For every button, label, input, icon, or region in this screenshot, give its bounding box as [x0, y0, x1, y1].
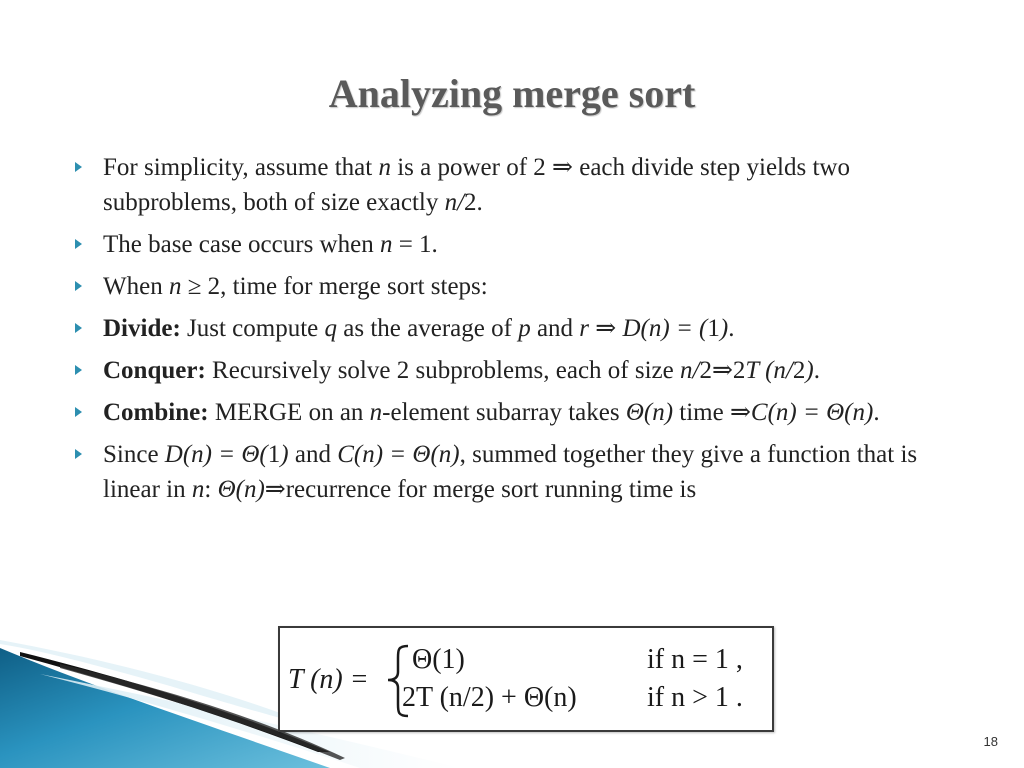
bullet-text [103, 441, 917, 503]
bullet-text-run: 2. [464, 189, 483, 216]
bullet-item [72, 311, 962, 346]
bullet-arrow-icon [75, 449, 82, 459]
bullet-item [72, 227, 962, 262]
recurrence-formula-box [278, 626, 774, 732]
bullet-text-run: Divide: [103, 315, 181, 342]
bullet-text-run: ⇒recurrence for merge sort running time is [264, 476, 697, 503]
bullet-text-run: n/ [679, 357, 700, 384]
bullet-text [103, 231, 438, 258]
bullet-text-run: ) [805, 357, 814, 384]
bullet-item [72, 269, 962, 304]
bullet-text-run: n/ [444, 189, 465, 216]
bullet-text-run: time ⇒ [673, 399, 751, 426]
bullet-item [72, 150, 962, 220]
bullet-text-run: C(n) = Θ(n) [337, 441, 460, 468]
bullet-text-run: r [579, 315, 590, 342]
bullet-text-run: Combine: [103, 399, 209, 426]
recurrence-formula [280, 628, 772, 730]
bullet-item [72, 437, 962, 507]
bullet-text-run: Since [103, 441, 165, 468]
slide-title: Analyzing merge sort [328, 71, 696, 116]
bullet-text-run: Θ(n) [217, 476, 265, 503]
bullet-arrow-icon [75, 281, 82, 291]
bullet-text-run: n [379, 231, 393, 258]
bullet-text-run: n [191, 476, 205, 503]
bullet-text-run: = 1. [392, 231, 438, 258]
bullet-text-run: n [168, 273, 182, 300]
bullet-text-run: -element subarray takes [382, 399, 626, 426]
bullet-text-run: q [324, 315, 338, 342]
bullet-text-run: and [530, 315, 580, 342]
formula-case2-cond: if n > 1 . [647, 682, 743, 713]
bullet-text-run: n [369, 399, 383, 426]
bullet-text-run: ≥ 2, time for merge sort steps: [181, 273, 488, 300]
bullet-text-run: is a power of 2 ⇒ each divide step yields two subproblems, both of size exactly [103, 154, 850, 216]
bullet-arrow-icon [75, 365, 82, 375]
bullet-text-run: Just compute [180, 315, 325, 342]
bullet-text-run: : [204, 476, 218, 503]
bullet-text-run: p [518, 315, 531, 342]
formula-case2-expr: 2T (n/2) + Θ(n) [402, 682, 577, 713]
bullet-list [72, 150, 962, 514]
bullet-text-run: 1 [267, 441, 281, 468]
bullet-arrow-icon [75, 407, 82, 417]
bullet-text-run: C(n) = Θ(n) [750, 399, 874, 426]
bullet-text-run: ) [719, 315, 729, 342]
bullet-text-run: Conquer: [103, 357, 206, 384]
bullet-arrow-icon [75, 162, 82, 172]
bullet-text-run: Θ(n) [625, 399, 674, 426]
page-number: 18 [983, 734, 998, 749]
bullet-text-run: The base case occurs when [103, 231, 380, 258]
formula-case1-expr: Θ(1) [412, 644, 465, 675]
bullet-text [103, 399, 880, 426]
formula-case1-cond: if n = 1 , [647, 644, 743, 675]
bullet-text-run: D(n) = ( [622, 315, 708, 342]
bullet-text-run: as the average of [337, 315, 519, 342]
bullet-text [103, 315, 734, 342]
bullet-text-run: . [728, 315, 735, 342]
bullet-text-run: . [813, 357, 820, 384]
bullet-arrow-icon [75, 323, 82, 333]
bullet-text-run: T (n/ [745, 357, 793, 384]
bullet-text-run: MERGE on an [208, 399, 370, 426]
bullet-text [103, 357, 820, 384]
bullet-text-run: , summed together they give a function that is linear in [103, 441, 918, 503]
bullet-text-run: n [378, 154, 391, 181]
bullet-text-run: Recursively solve 2 subproblems, each of size [205, 357, 680, 384]
bullet-text-run: For simplicity, assume that [103, 154, 379, 181]
bullet-text-run: 1 [707, 315, 720, 342]
bullet-text-run: and [288, 441, 338, 468]
bullet-item [72, 353, 962, 388]
bullet-text [103, 273, 488, 300]
bullet-text-run: When [103, 273, 169, 300]
bullet-item [72, 395, 962, 430]
bullet-text-run: 2⇒2 [699, 357, 746, 384]
bullet-text-run: D(n) = Θ( [164, 441, 268, 468]
bullet-text [103, 154, 850, 216]
bullet-text-run: ⇒ [589, 315, 623, 342]
bullet-text-run: . [873, 399, 880, 426]
formula-lhs: T (n) = [288, 664, 369, 695]
bullet-text-run: ) [280, 441, 289, 468]
bullet-text-run: 2 [792, 357, 806, 384]
bullet-arrow-icon [75, 239, 82, 249]
